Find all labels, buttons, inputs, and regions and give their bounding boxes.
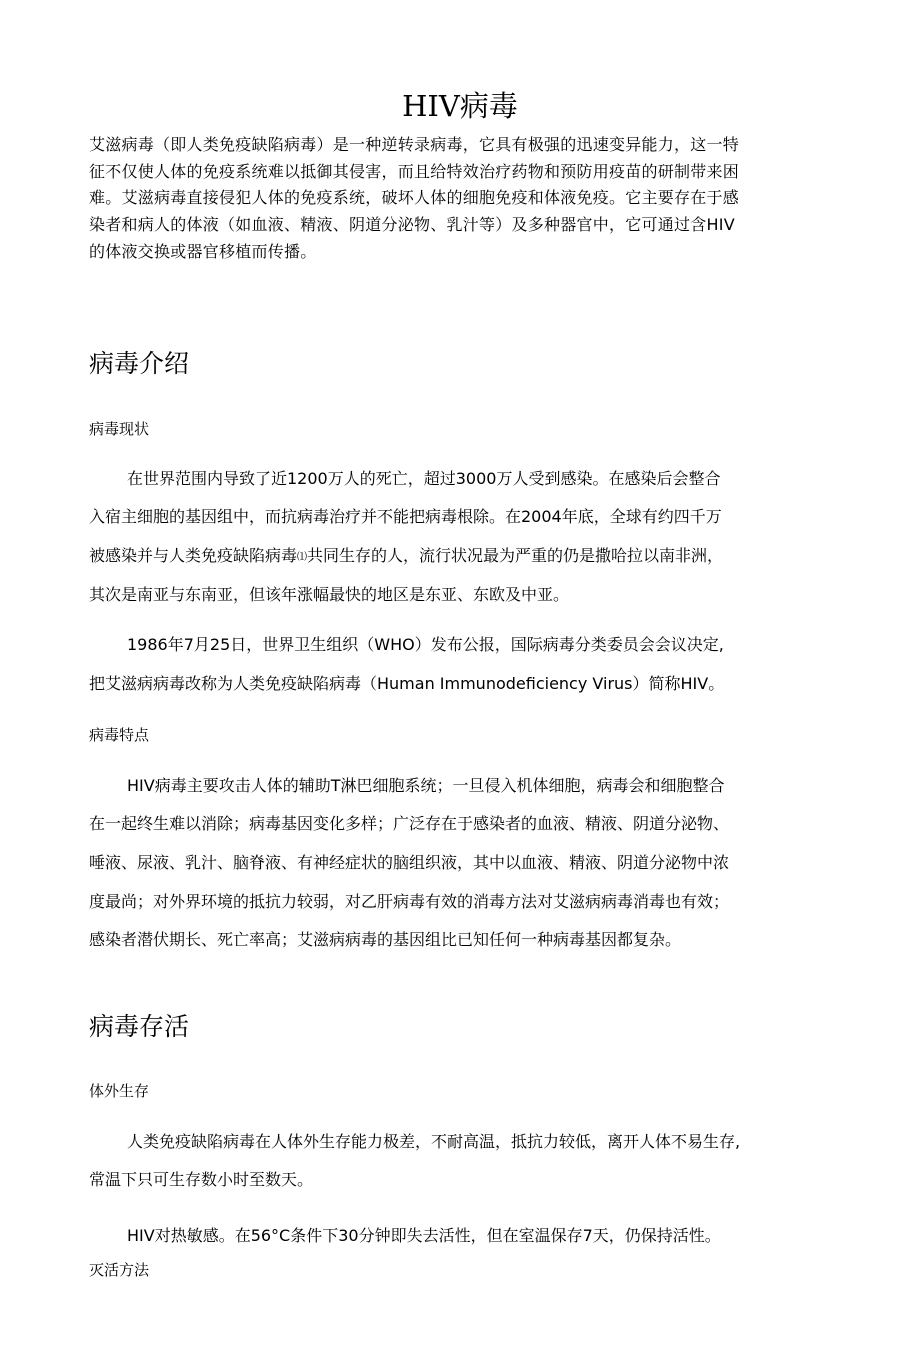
paragraph-line: 其次是南亚与东南亚，但该年涨幅最快的地区是东亚、东欧及中亚。 bbox=[89, 585, 570, 604]
subheading-virus-features: 病毒特点 bbox=[89, 726, 150, 744]
paragraph-text: 共同生存的人，流行状况最为严重的仍是撒哈拉以南非洲， bbox=[307, 546, 724, 565]
section-heading-virus-intro: 病毒介绍 bbox=[89, 349, 190, 378]
intro-line: 难。艾滋病毒直接侵犯人体的免疫系统，破坏人体的细胞免疫和体液免疫。它主要存在于感 bbox=[89, 188, 740, 207]
paragraph-line: 度最尚；对外界环境的抵抗力较弱，对乙肝病毒有效的消毒方法对艾滋病病毒消毒也有效； bbox=[89, 892, 730, 911]
subheading-virus-status: 病毒现状 bbox=[89, 420, 150, 438]
paragraph-line: HIV病毒主要攻击人体的辅助T淋巴细胞系统；一旦侵入机体细胞，病毒会和细胞整合 bbox=[127, 776, 725, 795]
intro-line: 的体液交换或器官移植而传播。 bbox=[89, 242, 317, 261]
paragraph-line: 1986年7月25日，世界卫生组织（WHO）发布公报，国际病毒分类委员会会议决定, bbox=[127, 635, 724, 654]
intro-line: 征不仅使人体的免疫系统难以抵御其侵害，而且给特效治疗药物和预防用疫苗的研制带来困 bbox=[89, 162, 740, 181]
intro-line: 艾滋病毒（即人类免疫缺陷病毒）是一种逆转录病毒，它具有极强的迅速变异能力，这一特 bbox=[89, 135, 740, 154]
paragraph-line: 感染者潜伏期长、死亡率高；艾滋病病毒的基因组比已知任何一种病毒基因都复杂。 bbox=[89, 930, 682, 949]
paragraph-line: 常温下只可生存数小时至数天。 bbox=[89, 1170, 314, 1189]
reference-link[interactable]: ⑴ bbox=[297, 552, 308, 563]
page-title: HIV病毒 bbox=[402, 89, 518, 123]
intro-line: 染者和病人的体液（如血液、精液、阴道分泌物、乳汁等）及多种器官中，它可通过含HIV bbox=[89, 215, 735, 234]
paragraph-line: 把艾滋病病毒改称为人类免疫缺陷病毒（Human Immunodeficiency Virus）简称HIV。 bbox=[89, 674, 725, 693]
paragraph-line: 在世界范围内导致了近1200万人的死亡，超过3000万人受到感染。在感染后会整合 bbox=[127, 469, 721, 488]
paragraph-line: 唾液、尿液、乳汁、脑脊液、有神经症状的脑组织液，其中以血液、精液、阴道分泌物中浓 bbox=[89, 853, 730, 872]
paragraph-line: 在一起终生难以消除；病毒基因变化多样；广泛存在于感染者的血液、精液、阴道分泌物、 bbox=[89, 814, 730, 833]
subheading-outside-survival: 体外生存 bbox=[89, 1082, 150, 1100]
section-heading-virus-survival: 病毒存活 bbox=[89, 1012, 190, 1041]
paragraph-line: 人类免疫缺陷病毒在人体外生存能力极差，不耐高温，抵抗力较低，离开人体不易生存, bbox=[127, 1132, 741, 1151]
paragraph-line bbox=[89, 545, 723, 569]
paragraph-line: HIV对热敏感。在56°C条件下30分钟即失去活性，但在室温保存7天，仍保持活性。 bbox=[127, 1226, 721, 1245]
subheading-inactivation-methods: 灭活方法 bbox=[89, 1261, 150, 1279]
paragraph-line: 入宿主细胞的基因组中，而抗病毒治疗并不能把病毒根除。在2004年底，全球有约四千万 bbox=[89, 507, 722, 526]
paragraph-text: 被感染并与人类免疫缺陷病毒 bbox=[89, 546, 298, 565]
